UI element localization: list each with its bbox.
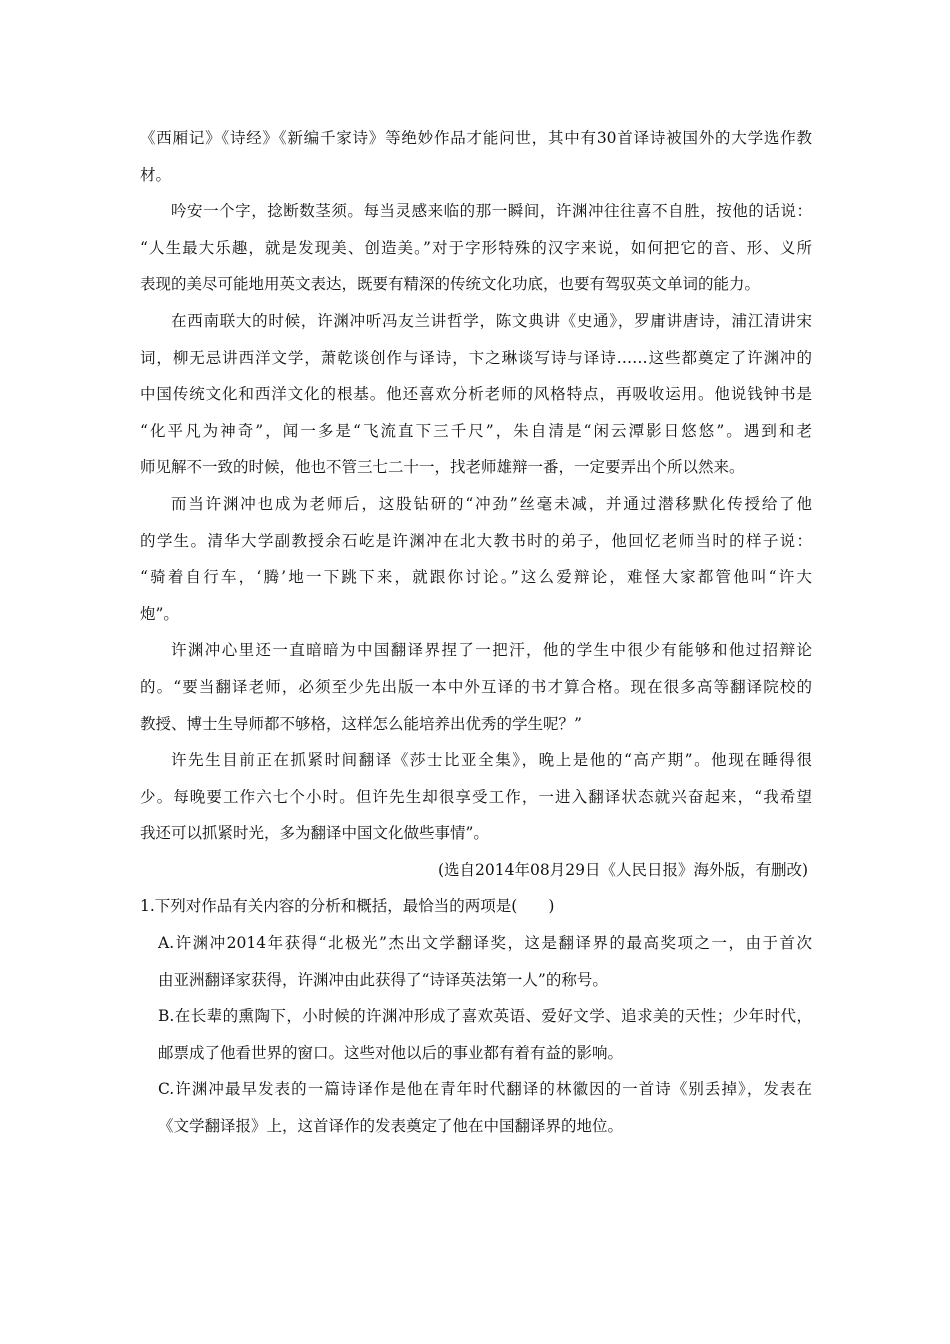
article-paragraph bbox=[140, 486, 812, 632]
paragraph-line: 教授、博士生导师都不够格，这样怎么能培养出优秀的学生呢？” bbox=[140, 714, 582, 733]
question-option-a bbox=[140, 925, 812, 998]
article-paragraph bbox=[140, 303, 812, 486]
paragraph-line: 中国传统文化和西洋文化的根基。他还喜欢分析老师的风格特点，再吸收运用。他说钱钟书是 bbox=[140, 385, 812, 404]
paragraph-line: 的学生。清华大学副教授余石屹是许渊冲在北大教书时的弟子，他回忆老师当时的样子说： bbox=[140, 531, 812, 550]
question-option-c bbox=[140, 1071, 812, 1144]
option-line: C.许渊冲最早发表的一篇诗译作是他在青年时代翻译的林徽因的一首诗《别丢掉》，发表在 bbox=[158, 1080, 812, 1099]
document-page bbox=[140, 120, 812, 1145]
paragraph-line: 许渊冲心里还一直暗暗为中国翻译界捏了一把汗，他的学生中很少有能够和他过招辩论 bbox=[171, 641, 812, 660]
paragraph-line: “人生最大乐趣，就是发现美、创造美。”对于字形特殊的汉字来说，如何把它的音、形、义所 bbox=[140, 238, 812, 257]
paragraph-line: 《西厢记》《诗经》《新编千家诗》等绝妙作品才能问世，其中有30首译诗被国外的大学选作教 bbox=[140, 129, 812, 147]
paragraph-line: 我还可以抓紧时光，多为翻译中国文化做些事情”。 bbox=[140, 824, 489, 843]
article-paragraph bbox=[140, 632, 812, 742]
option-line: 邮票成了他看世界的窗口。这些对他以后的事业都有着有益的影响。 bbox=[158, 1043, 624, 1062]
paragraph-line: 少。每晚要工作六七个小时。但许先生却很享受工作，一进入翻译状态就兴奋起来，“我希望 bbox=[140, 787, 812, 806]
paragraph-line: 炮”。 bbox=[140, 604, 179, 623]
article-paragraph bbox=[140, 120, 812, 193]
article-paragraph bbox=[140, 193, 812, 303]
paragraph-line: 吟安一个字，捻断数茎须。每当灵感来临的那一瞬间，许渊冲往往喜不自胜，按他的话说： bbox=[171, 202, 812, 221]
source-citation: (选自2014年08月29日《人民日报》海外版，有删改) bbox=[438, 860, 808, 879]
option-line: B.在长辈的熏陶下，小时候的许渊冲形成了喜欢英语、爱好文学、追求美的天性；少年时代， bbox=[158, 1007, 812, 1026]
option-line: 《文学翻译报》上，这首译作的发表奠定了他在中国翻译界的地位。 bbox=[158, 1117, 624, 1136]
question-option-b bbox=[140, 998, 812, 1071]
paragraph-line: 表现的美尽可能地用英文表达，既要有精深的传统文化功底，也要有驾驭英文单词的能力。 bbox=[140, 275, 761, 294]
paragraph-line: 师见解不一致的时候，他也不管三七二十一，找老师雄辩一番，一定要弄出个所以然来。 bbox=[140, 458, 745, 477]
option-line: 由亚洲翻译家获得，许渊冲由此获得了“诗译英法第一人”的称号。 bbox=[158, 970, 608, 989]
paragraph-line: “化平凡为神奇”，闻一多是“飞流直下三千尺”，朱自清是“闲云潭影日悠悠”。遇到和老 bbox=[140, 421, 812, 440]
article-paragraph bbox=[140, 742, 812, 852]
question-title: 1.下列对作品有关内容的分析和概括，最恰当的两项是( ) bbox=[140, 897, 555, 916]
paragraph-line: 的。“要当翻译老师，必须至少先出版一本中外互译的书才算合格。现在很多高等翻译院校的 bbox=[140, 677, 812, 696]
paragraph-line: 材。 bbox=[140, 165, 172, 184]
paragraph-line: 许先生目前正在抓紧时间翻译《莎士比亚全集》，晚上是他的“高产期”。他现在睡得很 bbox=[171, 751, 812, 770]
option-line: A.许渊冲2014年获得“北极光”杰出文学翻译奖，这是翻译界的最高奖项之一，由于首次 bbox=[158, 934, 812, 953]
paragraph-line: “骑着自行车，‘腾’地一下跳下来，就跟你讨论。”这么爱辩论，难怪大家都管他叫“许大 bbox=[140, 568, 812, 587]
paragraph-line: 词，柳无忌讲西洋文学，萧乾谈创作与译诗，卞之琳谈写诗与译诗……这些都奠定了许渊冲的 bbox=[140, 348, 812, 367]
paragraph-line: 而当许渊冲也成为老师后，这股钻研的“冲劲”丝毫未减，并通过潜移默化传授给了他 bbox=[171, 494, 812, 513]
paragraph-line: 在西南联大的时候，许渊冲听冯友兰讲哲学，陈文典讲《史通》，罗庸讲唐诗，浦江清讲宋 bbox=[171, 311, 812, 330]
